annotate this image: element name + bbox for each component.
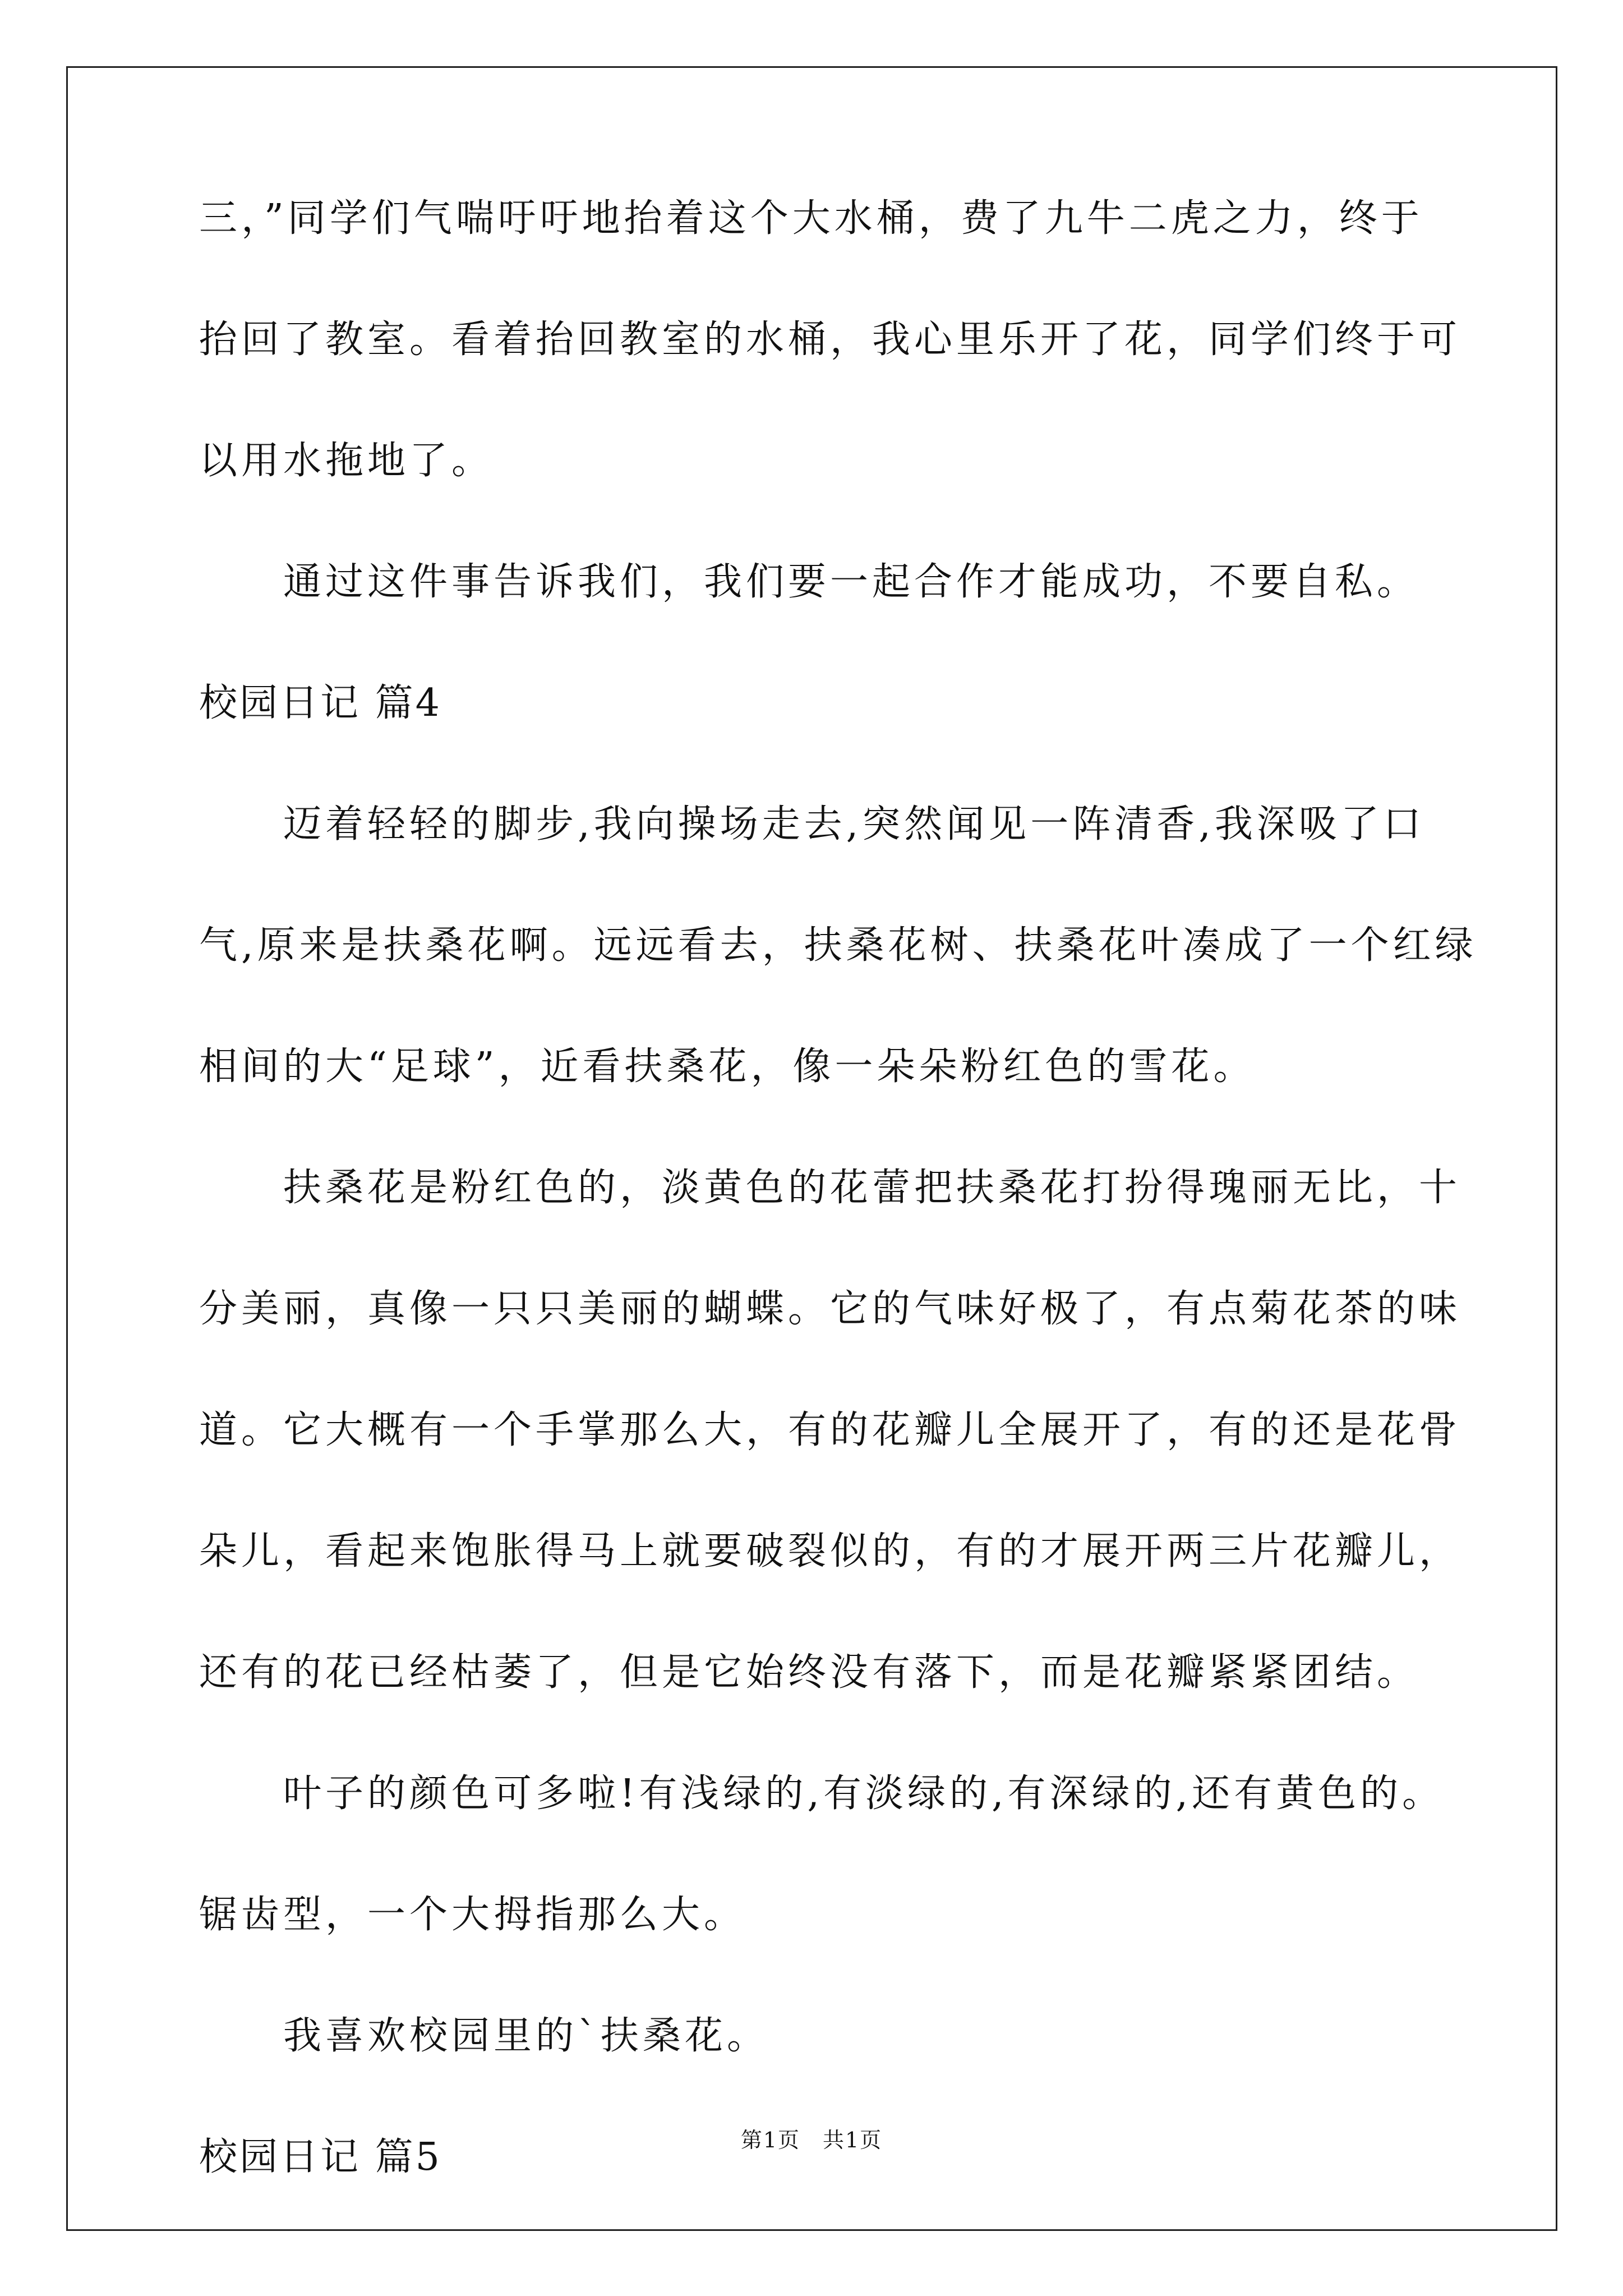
document-body xyxy=(199,194,1477,2183)
text-line: 锯齿型，一个大拇指那么大。 xyxy=(199,1893,746,1937)
paragraph xyxy=(199,194,1461,486)
paragraph xyxy=(199,1769,1445,1940)
text-line: 通过这件事告诉我们，我们要一起合作才能成功，不要自私。 xyxy=(283,560,1419,604)
text-line: 相间的大“足球”，近看扶桑花，像一朵朵粉红色的雪花。 xyxy=(199,1045,1256,1089)
text-line: 扶桑花是粉红色的，淡黄色的花蕾把扶桑花打扮得瑰丽无比，十 xyxy=(283,1166,1461,1210)
text-line: 气,原来是扶桑花啊。远远看去，扶桑花树、扶桑花叶凑成了一个红绿 xyxy=(199,923,1477,968)
paragraph xyxy=(199,2011,1438,2062)
text-line: 迈着轻轻的脚步,我向操场走去,突然闻见一阵清香,我深吸了口 xyxy=(283,802,1425,846)
section-heading: 校园日记 篇4 xyxy=(199,681,442,725)
text-line: 叶子的颜色可多啦!有浅绿的,有淡绿的,有深绿的,还有黄色的。 xyxy=(283,1772,1445,1816)
text-line: 以用水拖地了。 xyxy=(199,439,494,483)
section-heading: 校园日记 篇5 xyxy=(199,2135,442,2179)
text-line: 三，”同学们气喘吁吁地抬着这个大水桶，费了九牛二虎之力，终于 xyxy=(199,196,1423,241)
paragraph xyxy=(199,557,1438,608)
text-line: 分美丽，真像一只只美丽的蝴蝶。它的气味好极了，有点菊花茶的味 xyxy=(199,1287,1461,1331)
text-line: 道。它大概有一个手掌那么大，有的花瓣儿全展开了，有的还是花骨 xyxy=(199,1408,1461,1452)
text-line: 抬回了教室。看着抬回教室的水桶，我心里乐开了花，同学们终于可 xyxy=(199,318,1461,362)
paragraph xyxy=(199,1163,1461,1698)
text-line: 还有的花已经枯萎了，但是它始终没有落下，而是花瓣紧紧团结。 xyxy=(199,1650,1419,1695)
text-line: 朵儿，看起来饱胀得马上就要破裂似的，有的才展开两三片花瓣儿， xyxy=(199,1529,1461,1573)
text-line: 我喜欢校园里的`扶桑花。 xyxy=(283,2014,769,2058)
page-footer: 第1页 共1页 xyxy=(740,2128,883,2152)
paragraph xyxy=(199,799,1477,1092)
